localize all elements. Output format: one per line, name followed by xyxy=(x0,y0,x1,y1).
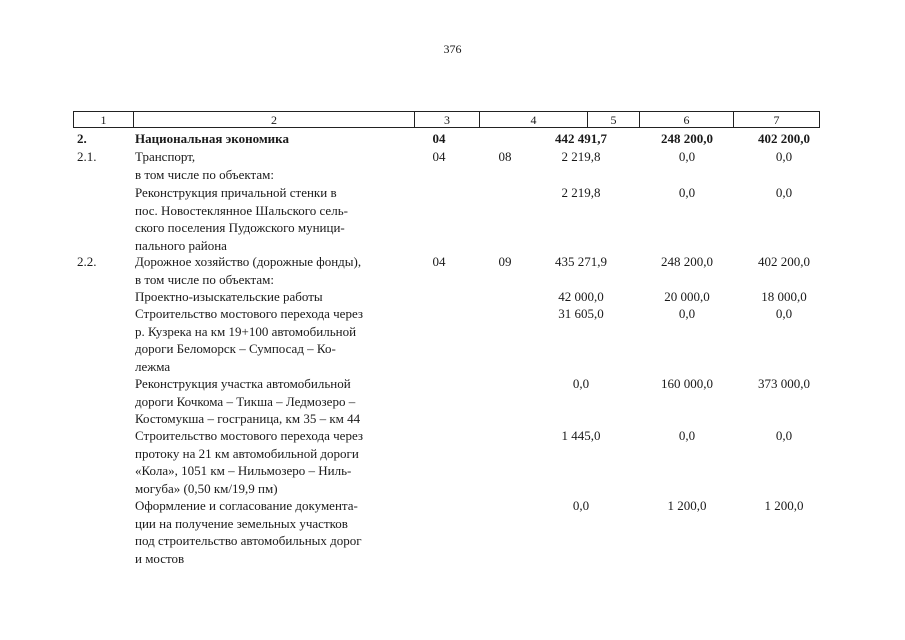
row-name-line: в том числе по объектам: xyxy=(135,271,274,287)
row-name-line: Национальная экономика xyxy=(135,131,289,146)
row-value-col7: 402 200,0 xyxy=(758,131,810,146)
row-name-line: «Кола», 1051 км – Нильмозеро – Ниль- xyxy=(135,463,352,478)
row-name xyxy=(135,305,425,375)
row-value-col5: 1 445,0 xyxy=(561,428,601,443)
row-name-line: Строительство мостового перехода через xyxy=(135,306,364,321)
row-value-col5: 435 271,9 xyxy=(555,254,607,269)
row-value-col6: 0,0 xyxy=(678,306,696,321)
row-name-line: Проектно-изыскательские работы xyxy=(135,289,323,304)
row-name xyxy=(135,497,425,567)
row-name-line: Строительство мостового перехода через xyxy=(135,428,364,443)
page-number: 376 xyxy=(443,42,462,56)
row-name xyxy=(135,130,425,148)
row-name-line: под строительство автомобильных дорог xyxy=(135,533,362,548)
row-value-col7: 402 200,0 xyxy=(758,254,810,269)
row-value-col7: 18 000,0 xyxy=(761,289,807,304)
header-col-1: 1 xyxy=(74,112,134,127)
row-name-line: Реконструкция причальной стенки в xyxy=(135,185,337,200)
row-name-line: Транспорт, xyxy=(135,149,196,164)
row-name-line: протоку на 21 км автомобильной дороги xyxy=(135,445,359,461)
header-col-7: 7 xyxy=(773,113,780,127)
row-value-col6: 0,0 xyxy=(678,185,696,200)
table-header-row xyxy=(73,111,820,128)
row-value-col6: 160 000,0 xyxy=(661,376,713,391)
row-value-col6: 0,0 xyxy=(678,149,696,164)
row-name xyxy=(135,288,425,306)
row-value-col6: 248 200,0 xyxy=(661,131,713,146)
header-col-4: 4 xyxy=(480,112,588,127)
row-section: 04 xyxy=(432,149,446,164)
header-col-6: 6 xyxy=(640,112,734,127)
row-name-line: р. Кузрека на км 19+100 автомобильной xyxy=(135,323,357,339)
row-number: 2. xyxy=(77,131,87,146)
row-value-col6: 1 200,0 xyxy=(667,498,707,513)
row-value-col5: 2 219,8 xyxy=(561,149,601,164)
row-name-line: ции на получение земельных участков xyxy=(135,515,348,531)
row-name xyxy=(135,148,425,183)
row-value-col7: 0,0 xyxy=(775,149,793,164)
row-value-col5: 0,0 xyxy=(572,376,590,391)
row-subsection: 09 xyxy=(498,254,512,269)
header-col-5: 5 xyxy=(588,112,640,127)
row-name-line: пос. Новостеклянное Шальского сель- xyxy=(135,202,348,218)
row-name-line: дороги Кочкома – Тикша – Ледмозеро – xyxy=(135,393,356,409)
header-col-3: 3 xyxy=(415,112,480,127)
row-value-col5: 0,0 xyxy=(572,498,590,513)
row-value-col7: 373 000,0 xyxy=(758,376,810,391)
row-section: 04 xyxy=(432,254,446,269)
row-name xyxy=(135,427,425,497)
row-value-col7: 0,0 xyxy=(775,185,793,200)
row-value-col5: 31 605,0 xyxy=(558,306,604,321)
row-value-col7: 0,0 xyxy=(775,306,793,321)
header-col-2: 2 xyxy=(134,112,415,127)
row-name-line: Реконструкция участка автомобильной xyxy=(135,376,351,391)
row-value-col7: 0,0 xyxy=(775,428,793,443)
row-value-col6: 248 200,0 xyxy=(661,254,713,269)
row-name-line: и мостов xyxy=(135,550,185,566)
row-name-line: в том числе по объектам: xyxy=(135,166,274,182)
row-value-col6: 20 000,0 xyxy=(664,289,710,304)
row-name xyxy=(135,375,425,428)
row-name-line: лежма xyxy=(135,358,171,374)
row-value-col5: 2 219,8 xyxy=(561,185,601,200)
row-name-line: Оформление и согласование документа- xyxy=(135,498,358,513)
row-name-line: могуба» (0,50 км/19,9 пм) xyxy=(135,480,278,496)
row-number: 2.1. xyxy=(77,149,97,164)
row-value-col7: 1 200,0 xyxy=(764,498,804,513)
row-subsection: 08 xyxy=(498,149,512,164)
row-name-line: Костомукша – госграница, км 35 – км 44 xyxy=(135,411,361,426)
row-value-col5: 442 491,7 xyxy=(555,131,607,146)
row-name xyxy=(135,253,425,288)
row-value-col6: 0,0 xyxy=(678,428,696,443)
row-value-col5: 42 000,0 xyxy=(558,289,604,304)
row-name-line: дороги Беломорск – Сумпосад – Ко- xyxy=(135,341,336,356)
row-number: 2.2. xyxy=(77,254,97,269)
row-name-line: Дорожное хозяйство (дорожные фонды), xyxy=(135,254,362,269)
row-name-line: ского поселения Пудожского муници- xyxy=(135,220,345,235)
row-section: 04 xyxy=(432,131,446,146)
row-name-line: пального района xyxy=(135,237,227,253)
row-name xyxy=(135,184,425,254)
